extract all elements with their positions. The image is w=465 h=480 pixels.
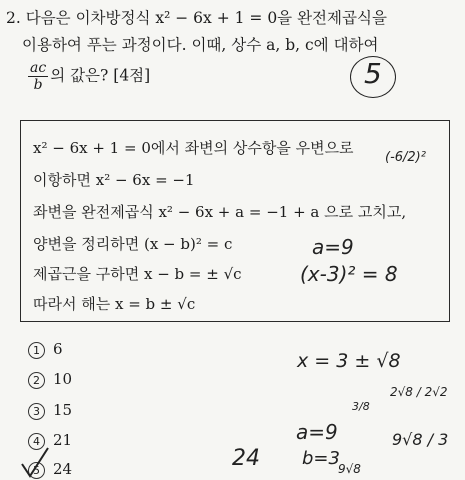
choice-2[interactable]: [28, 370, 72, 389]
fraction-denominator: b: [33, 77, 43, 93]
handwritten-b-value: b=3: [302, 448, 340, 469]
handwritten-a-value-2: a=9: [296, 420, 338, 444]
choice-4-mark: 4: [28, 433, 45, 450]
box-line-4: 양변을 정리하면 (x − b)² = c: [33, 235, 233, 253]
box-line-2: 이항하면 x² − 6x = −1: [33, 171, 195, 189]
choice-3[interactable]: [28, 401, 72, 420]
choice-2-mark: 2: [28, 372, 45, 389]
question-text-3: 의 값은? [4점]: [50, 66, 151, 85]
fraction-numerator: ac: [30, 60, 47, 76]
choice-4-value: 21: [53, 431, 73, 449]
choice-3-mark: 3: [28, 403, 45, 420]
handwritten-24: 24: [232, 446, 260, 471]
question-line-2: 이용하여 푸는 과정이다. 이때, 상수 a, b, c에 대하여: [22, 36, 379, 54]
box-line-5: 제곱근을 구하면 x − b = ± √c: [33, 265, 242, 283]
box-line-1: x² − 6x + 1 = 0에서 좌변의 상수항을 우변으로: [33, 139, 354, 157]
choice-5-mark: 5: [28, 462, 45, 479]
question-line-3: [28, 60, 150, 93]
handwritten-equation: (x-3)² = 8: [300, 262, 398, 286]
choice-2-value: 10: [53, 370, 73, 388]
box-line-6: 따라서 해는 x = b ± √c: [33, 295, 196, 313]
box-line-3: 좌변을 완전제곱식 x² − 6x + a = −1 + a 으로 고치고,: [33, 203, 407, 221]
choice-1[interactable]: [28, 340, 63, 359]
question-number: 2.: [6, 9, 21, 27]
question-text-1: 다음은 이차방정식 x² − 6x + 1 = 0을 완전제곱식을: [25, 9, 387, 27]
handwritten-a-value: a=9: [312, 235, 354, 259]
handwritten-bottom-fraction: 9√8 / 3: [392, 430, 449, 449]
handwritten-answer: 5: [364, 57, 382, 90]
choice-1-value: 6: [53, 340, 63, 358]
question-line-1: [6, 6, 387, 28]
ac-over-b-fraction: [28, 60, 48, 93]
choice-1-mark: 1: [28, 342, 45, 359]
handwritten-scribble: 9√8: [338, 462, 361, 476]
check-mark-icon: [18, 444, 54, 480]
choice-5-value: 24: [53, 460, 73, 478]
handwritten-side-fraction: 2√8 / 2√2: [390, 385, 448, 399]
choice-3-value: 15: [53, 401, 73, 419]
handwritten-solution: x = 3 ± √8: [297, 350, 401, 372]
handwritten-tiny-fraction: 3/8: [352, 400, 370, 413]
handwritten-box-margin: (-6/2)²: [385, 150, 426, 165]
